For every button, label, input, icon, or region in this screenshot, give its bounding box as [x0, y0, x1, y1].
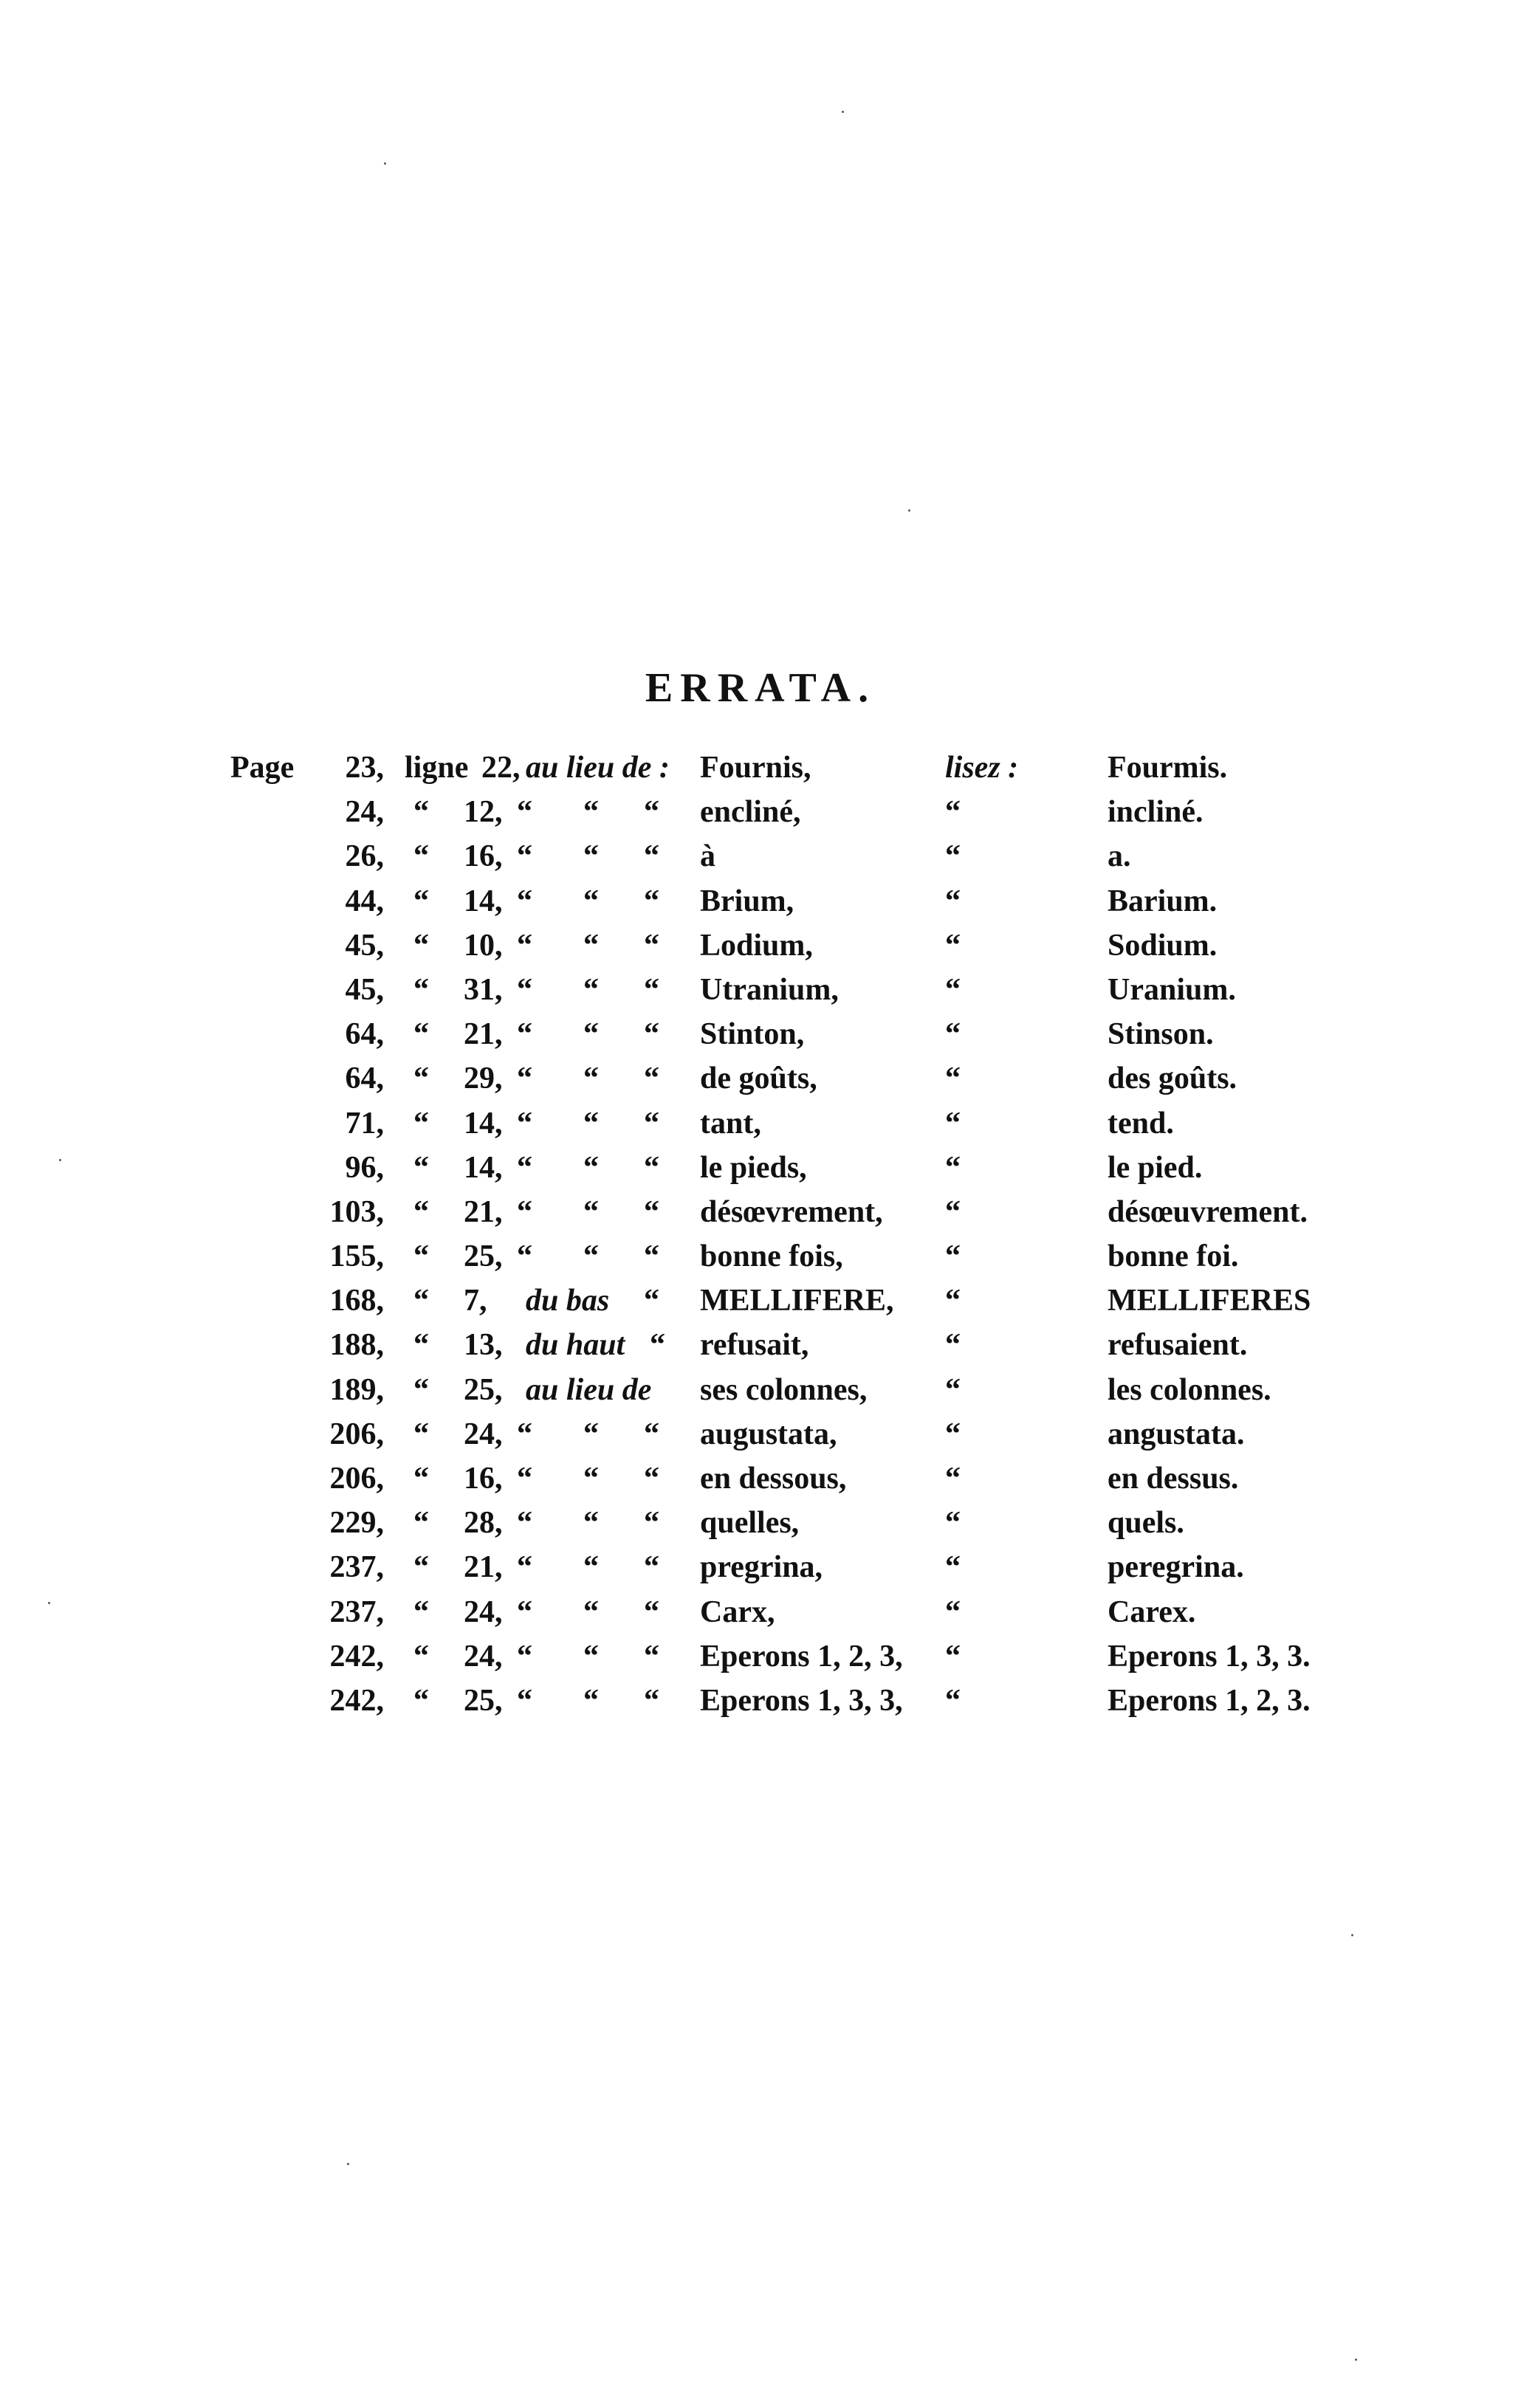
- ditto-mark: “: [644, 1639, 659, 1673]
- errata-row: [0, 834, 1521, 878]
- correct-text: peregrina.: [1108, 1550, 1244, 1585]
- wrong-text: refusait,: [700, 1328, 809, 1363]
- line-number: 16,: [464, 1462, 503, 1496]
- ditto-mark: “: [517, 1550, 532, 1585]
- page-number: 44,: [345, 884, 384, 918]
- page-number: 237,: [329, 1595, 384, 1629]
- errata-row: [0, 1323, 1521, 1367]
- ditto-mark: “: [413, 839, 429, 874]
- ditto-mark: “: [644, 1106, 659, 1141]
- line-number: 25,: [464, 1239, 503, 1274]
- correct-text: Carex.: [1108, 1595, 1196, 1629]
- correct-text: Eperons 1, 3, 3.: [1108, 1639, 1311, 1673]
- line-number: 16,: [464, 839, 503, 874]
- wrong-text: Stinton,: [700, 1017, 805, 1052]
- ditto-mark: “: [583, 928, 599, 963]
- errata-row: [0, 1012, 1521, 1056]
- page-number: 168,: [329, 1284, 384, 1318]
- errata-row: [0, 923, 1521, 968]
- line-number: 21,: [464, 1550, 503, 1585]
- ditto-mark: “: [583, 1462, 599, 1496]
- ditto-mark: “: [945, 1328, 961, 1363]
- ditto-mark: “: [413, 795, 429, 830]
- ditto-mark: “: [945, 1150, 961, 1185]
- line-number: 14,: [464, 1150, 503, 1185]
- ditto-mark: “: [583, 1683, 599, 1718]
- correct-text: Sodium.: [1108, 928, 1218, 963]
- wrong-text: Lodium,: [700, 928, 813, 963]
- line-number: 24,: [464, 1417, 503, 1451]
- ditto-mark: “: [644, 1462, 659, 1496]
- page-number: 71,: [345, 1106, 384, 1141]
- ditto-mark: “: [945, 1683, 961, 1718]
- wrong-text: le pieds,: [700, 1150, 807, 1185]
- ditto-mark: “: [644, 1550, 659, 1585]
- errata-row: [0, 1412, 1521, 1456]
- wrong-text: tant,: [700, 1106, 761, 1141]
- correct-text: Fourmis.: [1108, 751, 1228, 785]
- ditto-mark: “: [945, 1017, 961, 1052]
- ditto-mark: “: [644, 839, 659, 874]
- ditto-mark: “: [945, 1550, 961, 1585]
- ditto-mark: “: [945, 1595, 961, 1629]
- ditto-mark: “: [644, 1017, 659, 1052]
- ditto-mark: “: [644, 795, 659, 830]
- errata-row: [0, 1101, 1521, 1146]
- ditto-mark: “: [945, 1417, 961, 1451]
- ditto-mark: “: [517, 1683, 532, 1718]
- wrong-text: Eperons 1, 3, 3,: [700, 1683, 903, 1718]
- ditto-mark: “: [413, 1239, 429, 1274]
- line-number: 14,: [464, 884, 503, 918]
- ditto-mark: “: [644, 1683, 659, 1718]
- ditto-mark: “: [644, 1150, 659, 1185]
- correct-text: bonne foi.: [1108, 1239, 1239, 1274]
- ditto-mark: “: [945, 884, 961, 918]
- wrong-text: en dessous,: [700, 1462, 847, 1496]
- line-number: 13,: [464, 1328, 503, 1363]
- errata-row: [0, 1146, 1521, 1190]
- ditto-mark: “: [945, 972, 961, 1007]
- ditto-mark: “: [413, 1372, 429, 1407]
- correct-text: désœuvrement.: [1108, 1194, 1308, 1229]
- wrong-text: Eperons 1, 2, 3,: [700, 1639, 903, 1673]
- ditto-mark: “: [583, 1417, 599, 1451]
- errata-row: [0, 1234, 1521, 1279]
- lisez-label: lisez :: [945, 751, 1019, 785]
- ditto-mark: “: [945, 1639, 961, 1673]
- errata-row: [0, 1590, 1521, 1634]
- ditto-mark: “: [413, 1284, 429, 1318]
- line-number: 24,: [464, 1639, 503, 1673]
- wrong-text: augustata,: [700, 1417, 837, 1451]
- correct-text: MELLIFERES: [1108, 1284, 1311, 1318]
- wrong-text: encliné,: [700, 795, 801, 830]
- ditto-mark: “: [583, 1062, 599, 1096]
- wrong-text: Fournis,: [700, 751, 811, 785]
- page-number: 103,: [329, 1194, 384, 1229]
- ditto-mark: “: [517, 1017, 532, 1052]
- ditto-mark: “: [517, 1595, 532, 1629]
- phrase: du bas: [526, 1284, 610, 1318]
- ditto-mark: “: [644, 1506, 659, 1541]
- errata-list: [0, 746, 1521, 1723]
- ditto-mark: “: [413, 1683, 429, 1718]
- ditto-mark: “: [583, 972, 599, 1007]
- ditto-mark: “: [945, 1106, 961, 1141]
- errata-row: [0, 1501, 1521, 1545]
- errata-row: [0, 1056, 1521, 1101]
- ditto-mark: “: [517, 1239, 532, 1274]
- ditto-mark: “: [517, 1639, 532, 1673]
- ditto-mark: “: [517, 972, 532, 1007]
- page-label: Page: [230, 751, 295, 785]
- ditto-mark: “: [945, 1372, 961, 1407]
- speck: [347, 2163, 349, 2165]
- ditto-mark: “: [413, 1417, 429, 1451]
- ditto-mark: “: [517, 1150, 532, 1185]
- line-number: 28,: [464, 1506, 503, 1541]
- errata-row: [0, 1456, 1521, 1501]
- ditto-mark: “: [413, 1062, 429, 1096]
- wrong-text: quelles,: [700, 1506, 800, 1541]
- ditto-mark: “: [945, 1062, 961, 1096]
- ditto-mark: “: [413, 1017, 429, 1052]
- ditto-mark: “: [945, 1462, 961, 1496]
- ditto-mark: “: [413, 1106, 429, 1141]
- ditto-mark: “: [583, 884, 599, 918]
- errata-row: [0, 790, 1521, 834]
- phrase: du haut: [526, 1328, 625, 1363]
- page-number: 155,: [329, 1239, 384, 1274]
- ditto-mark: “: [583, 1550, 599, 1585]
- page-number: 237,: [329, 1550, 384, 1585]
- wrong-text: désœvrement,: [700, 1194, 883, 1229]
- ditto-mark: “: [413, 1595, 429, 1629]
- correct-text: refusaient.: [1108, 1328, 1248, 1363]
- correct-text: Uranium.: [1108, 972, 1236, 1007]
- errata-row: [0, 1679, 1521, 1723]
- line-number: 31,: [464, 972, 503, 1007]
- ditto-mark: “: [413, 928, 429, 963]
- errata-row: [0, 879, 1521, 923]
- ditto-mark: “: [644, 1417, 659, 1451]
- speck: [1351, 1934, 1353, 1936]
- errata-row: [0, 1634, 1521, 1679]
- ditto-mark: “: [644, 1239, 659, 1274]
- correct-text: quels.: [1108, 1506, 1184, 1541]
- speck: [48, 1602, 50, 1604]
- ditto-mark: “: [413, 1550, 429, 1585]
- ditto-mark: “: [945, 795, 961, 830]
- ditto-mark: “: [413, 884, 429, 918]
- line-number: 25,: [464, 1372, 503, 1407]
- ditto-mark: “: [583, 1017, 599, 1052]
- correct-text: en dessus.: [1108, 1462, 1239, 1496]
- ditto-mark: “: [583, 1150, 599, 1185]
- correct-text: Eperons 1, 2, 3.: [1108, 1683, 1311, 1718]
- page-number: 64,: [345, 1062, 384, 1096]
- ditto-mark: “: [517, 884, 532, 918]
- ditto-mark: “: [945, 928, 961, 963]
- page-number: 26,: [345, 839, 384, 874]
- errata-row: [0, 1190, 1521, 1234]
- ditto-mark: “: [945, 839, 961, 874]
- speck: [59, 1159, 61, 1161]
- page-number: 206,: [329, 1462, 384, 1496]
- page-number: 229,: [329, 1506, 384, 1541]
- ditto-mark: “: [413, 1462, 429, 1496]
- line-number: 14,: [464, 1106, 503, 1141]
- phrase: au lieu de :: [526, 751, 670, 785]
- line-number: 22,: [481, 751, 521, 785]
- ditto-mark: “: [644, 1062, 659, 1096]
- ditto-mark: “: [644, 1284, 659, 1318]
- page-number: 242,: [329, 1683, 384, 1718]
- ditto-mark: “: [650, 1328, 665, 1363]
- errata-row: [0, 968, 1521, 1012]
- ditto-mark: “: [644, 972, 659, 1007]
- correct-text: des goûts.: [1108, 1062, 1237, 1096]
- ditto-mark: “: [945, 1194, 961, 1229]
- ditto-mark: “: [413, 1194, 429, 1229]
- ditto-mark: “: [644, 1194, 659, 1229]
- correct-text: le pied.: [1108, 1150, 1203, 1185]
- line-number: 25,: [464, 1683, 503, 1718]
- line-number: 21,: [464, 1017, 503, 1052]
- ditto-mark: “: [517, 839, 532, 874]
- errata-row: [0, 1545, 1521, 1589]
- ditto-mark: “: [945, 1239, 961, 1274]
- ditto-mark: “: [413, 972, 429, 1007]
- ditto-mark: “: [644, 884, 659, 918]
- errata-row: [0, 1368, 1521, 1412]
- wrong-text: ses colonnes,: [700, 1372, 868, 1407]
- ditto-mark: “: [413, 1150, 429, 1185]
- correct-text: a.: [1108, 839, 1131, 874]
- page-number: 96,: [345, 1150, 384, 1185]
- ditto-mark: “: [583, 839, 599, 874]
- line-number: 10,: [464, 928, 503, 963]
- line-label: ligne: [405, 751, 469, 785]
- ditto-mark: “: [517, 928, 532, 963]
- page-number: 45,: [345, 972, 384, 1007]
- speck: [1355, 2359, 1357, 2361]
- errata-header-row: [0, 746, 1521, 790]
- ditto-mark: “: [517, 1506, 532, 1541]
- speck: [842, 111, 844, 113]
- line-number: 21,: [464, 1194, 503, 1229]
- ditto-mark: “: [517, 1417, 532, 1451]
- wrong-text: bonne fois,: [700, 1239, 843, 1274]
- correct-text: angustata.: [1108, 1417, 1245, 1451]
- wrong-text: à: [700, 839, 715, 874]
- ditto-mark: “: [413, 1328, 429, 1363]
- wrong-text: Utranium,: [700, 972, 839, 1007]
- ditto-mark: “: [644, 928, 659, 963]
- page-title: ERRATA.: [645, 665, 876, 711]
- speck: [384, 162, 386, 165]
- line-number: 12,: [464, 795, 503, 830]
- page-number: 23,: [345, 751, 384, 785]
- page-number: 189,: [329, 1372, 384, 1407]
- page-number: 45,: [345, 928, 384, 963]
- errata-row: [0, 1279, 1521, 1323]
- ditto-mark: “: [945, 1284, 961, 1318]
- correct-text: les colonnes.: [1108, 1372, 1271, 1407]
- ditto-mark: “: [583, 1106, 599, 1141]
- correct-text: Barium.: [1108, 884, 1218, 918]
- ditto-mark: “: [583, 1506, 599, 1541]
- wrong-text: pregrina,: [700, 1550, 823, 1585]
- phrase: au lieu de: [526, 1372, 652, 1407]
- ditto-mark: “: [517, 1106, 532, 1141]
- page-number: 24,: [345, 795, 384, 830]
- correct-text: Stinson.: [1108, 1017, 1214, 1052]
- page-number: 188,: [329, 1328, 384, 1363]
- ditto-mark: “: [583, 1639, 599, 1673]
- wrong-text: Brium,: [700, 884, 794, 918]
- speck: [908, 509, 910, 512]
- ditto-mark: “: [583, 795, 599, 830]
- line-number: 24,: [464, 1595, 503, 1629]
- ditto-mark: “: [945, 1506, 961, 1541]
- page-number: 242,: [329, 1639, 384, 1673]
- ditto-mark: “: [583, 1194, 599, 1229]
- ditto-mark: “: [583, 1239, 599, 1274]
- page-number: 64,: [345, 1017, 384, 1052]
- ditto-mark: “: [413, 1506, 429, 1541]
- wrong-text: MELLIFERE,: [700, 1284, 894, 1318]
- ditto-mark: “: [583, 1595, 599, 1629]
- correct-text: tend.: [1108, 1106, 1174, 1141]
- wrong-text: de goûts,: [700, 1062, 817, 1096]
- ditto-mark: “: [517, 795, 532, 830]
- ditto-mark: “: [517, 1062, 532, 1096]
- line-number: 29,: [464, 1062, 503, 1096]
- ditto-mark: “: [413, 1639, 429, 1673]
- ditto-mark: “: [644, 1595, 659, 1629]
- ditto-mark: “: [517, 1194, 532, 1229]
- page-number: 206,: [329, 1417, 384, 1451]
- line-number: 7,: [464, 1284, 487, 1318]
- correct-text: incliné.: [1108, 795, 1204, 830]
- wrong-text: Carx,: [700, 1595, 775, 1629]
- ditto-mark: “: [517, 1462, 532, 1496]
